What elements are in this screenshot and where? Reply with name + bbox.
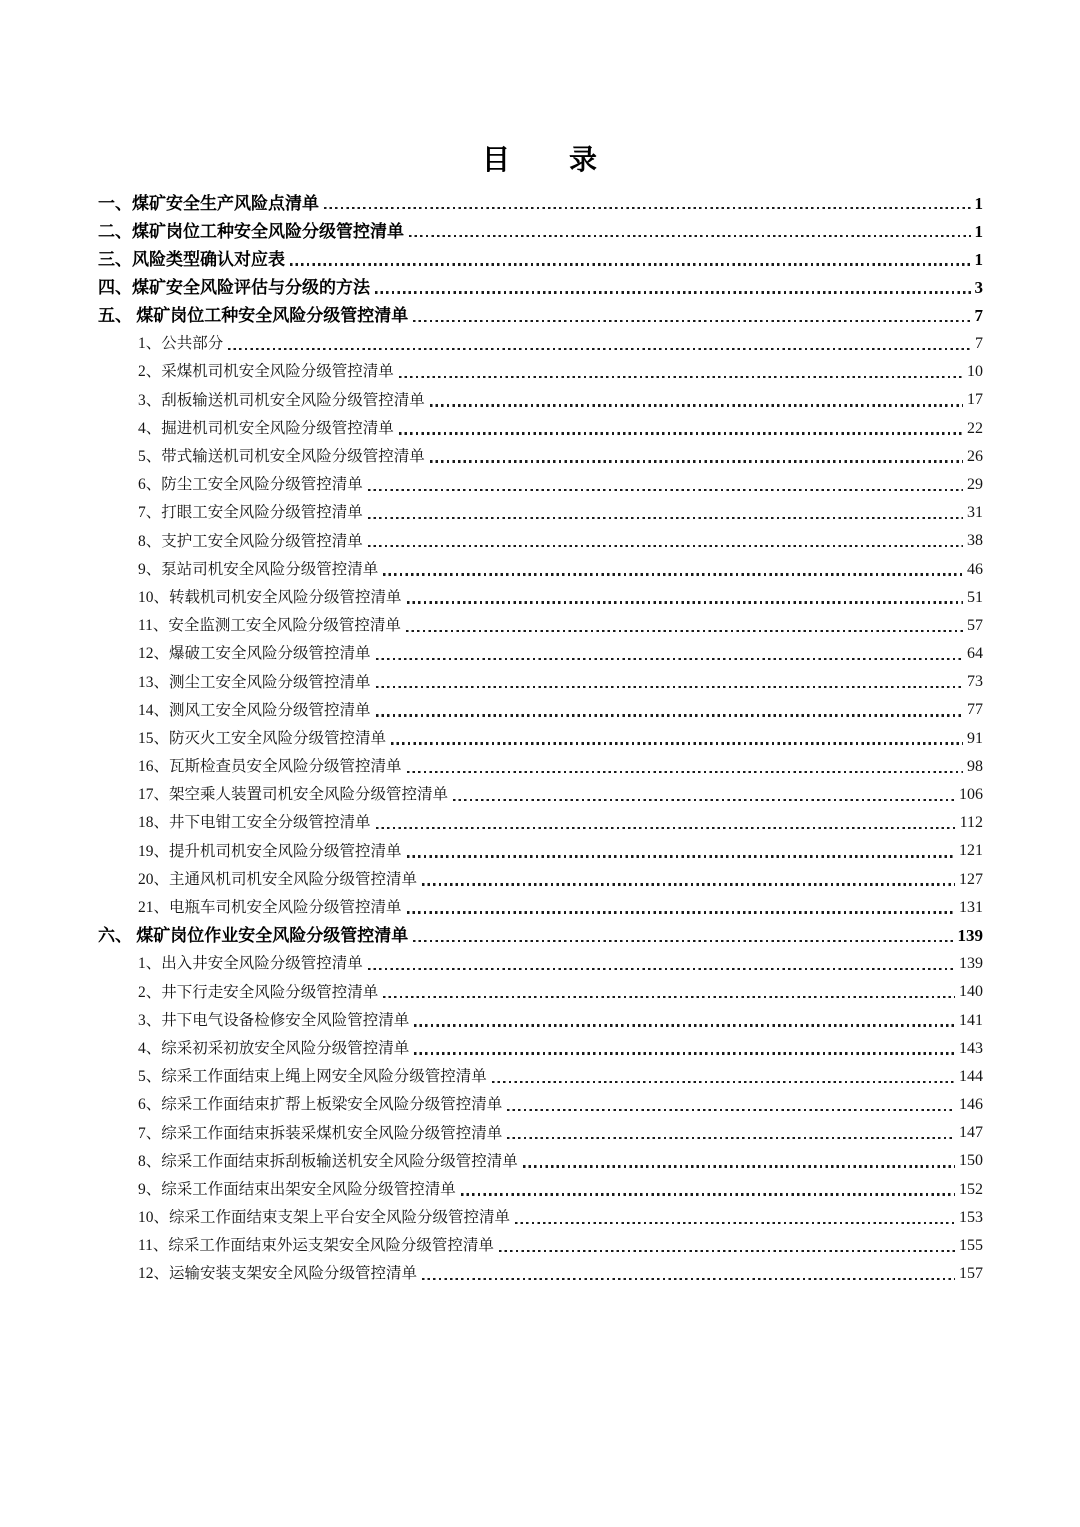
toc-leader-dots bbox=[422, 883, 955, 885]
toc-leader-dots bbox=[375, 291, 971, 293]
toc-entry-text: 2、采煤机司机安全风险分级管控清单 bbox=[138, 363, 394, 381]
toc-leader-dots bbox=[376, 686, 963, 688]
toc-leader-dots bbox=[368, 545, 963, 547]
toc-entry bbox=[98, 1232, 983, 1260]
toc-leader-dots bbox=[492, 1081, 955, 1083]
toc-entry-page: 140 bbox=[959, 983, 983, 1001]
toc-entry-text: 一、煤矿安全生产风险点清单 bbox=[98, 193, 319, 213]
toc-entry bbox=[98, 781, 983, 809]
toc-entry bbox=[98, 471, 983, 499]
toc-entry bbox=[98, 415, 983, 443]
toc-entry bbox=[98, 1035, 983, 1063]
toc-leader-dots bbox=[399, 376, 963, 378]
toc-entry bbox=[98, 1260, 983, 1288]
toc-leader-dots bbox=[453, 799, 955, 801]
toc-entry bbox=[98, 443, 983, 471]
toc-entry-text: 14、测风工安全风险分级管控清单 bbox=[138, 701, 371, 719]
toc-leader-dots bbox=[228, 348, 971, 350]
toc-leader-dots bbox=[413, 940, 953, 942]
toc-entry-text: 四、煤矿安全风险评估与分级的方法 bbox=[98, 278, 370, 298]
toc-entry bbox=[98, 189, 983, 217]
toc-entry bbox=[98, 866, 983, 894]
toc-entry-text: 5、带式输送机司机安全风险分级管控清单 bbox=[138, 448, 425, 466]
page-title: 目 录 bbox=[481, 145, 598, 176]
toc-entry-text: 19、提升机司机安全风险分级管控清单 bbox=[138, 842, 402, 860]
toc-entry-text: 6、综采工作面结束扩帮上板梁安全风险分级管控清单 bbox=[138, 1096, 503, 1114]
toc-leader-dots bbox=[414, 1052, 955, 1054]
toc-leader-dots bbox=[391, 742, 963, 744]
toc-entry-page: 7 bbox=[975, 335, 983, 353]
toc-entry bbox=[98, 1091, 983, 1119]
toc-entry-page: 139 bbox=[959, 955, 983, 973]
toc-entry-page: 29 bbox=[967, 475, 983, 493]
toc-entry-text: 20、主通风机司机安全风险分级管控清单 bbox=[138, 870, 418, 888]
toc-entry bbox=[98, 358, 983, 386]
toc-entry bbox=[98, 386, 983, 414]
toc-entry-text: 3、井下电气设备检修安全风险管控清单 bbox=[138, 1011, 410, 1029]
toc-entry-page: 38 bbox=[967, 532, 983, 550]
toc-entry-text: 六、 煤矿岗位作业安全风险分级管控清单 bbox=[98, 926, 409, 946]
toc-leader-dots bbox=[407, 911, 955, 913]
toc-entry-text: 10、综采工作面结束支架上平台安全风险分级管控清单 bbox=[138, 1209, 511, 1227]
toc-entry bbox=[98, 837, 983, 865]
toc-leader-dots bbox=[399, 432, 963, 434]
toc-entry-text: 21、电瓶车司机安全风险分级管控清单 bbox=[138, 899, 402, 917]
toc-entry-page: 153 bbox=[959, 1208, 983, 1226]
toc-leader-dots bbox=[376, 658, 963, 660]
toc-leader-dots bbox=[407, 601, 963, 603]
toc-entry-text: 11、综采工作面结束外运支架安全风险分级管控清单 bbox=[138, 1237, 494, 1255]
toc-entry-text: 11、安全监测工安全风险分级管控清单 bbox=[138, 617, 401, 635]
toc-entry-page: 46 bbox=[967, 560, 983, 578]
toc-entry-page: 1 bbox=[974, 193, 983, 213]
toc-entry-page: 127 bbox=[959, 870, 983, 888]
toc-leader-dots bbox=[499, 1250, 955, 1252]
toc-entry-page: 91 bbox=[967, 729, 983, 747]
toc-entry-page: 146 bbox=[959, 1096, 983, 1114]
toc-entry-page: 131 bbox=[959, 898, 983, 916]
toc-entry bbox=[98, 527, 983, 555]
toc-entry bbox=[98, 809, 983, 837]
toc-entry-page: 22 bbox=[967, 419, 983, 437]
toc-leader-dots bbox=[290, 263, 971, 265]
toc-entry-text: 5、综采工作面结束上绳上网安全风险分级管控清单 bbox=[138, 1068, 487, 1086]
toc-leader-dots bbox=[414, 1024, 955, 1026]
toc-leader-dots bbox=[407, 855, 955, 857]
toc-entry-page: 141 bbox=[959, 1011, 983, 1029]
toc-leader-dots bbox=[430, 460, 963, 462]
toc-entry-text: 9、泵站司机安全风险分级管控清单 bbox=[138, 560, 379, 578]
toc-leader-dots bbox=[368, 968, 955, 970]
toc-entry bbox=[98, 555, 983, 583]
toc-entry bbox=[98, 330, 983, 358]
toc-entry-text: 三、风险类型确认对应表 bbox=[98, 249, 285, 269]
toc-entry-page: 157 bbox=[959, 1265, 983, 1283]
toc-entry bbox=[98, 668, 983, 696]
toc-entry bbox=[98, 696, 983, 724]
toc-leader-dots bbox=[461, 1193, 955, 1195]
toc-entry-page: 152 bbox=[959, 1180, 983, 1198]
toc-entry bbox=[98, 1119, 983, 1147]
toc-entry-text: 9、综采工作面结束出架安全风险分级管控清单 bbox=[138, 1180, 456, 1198]
toc-leader-dots bbox=[507, 1109, 955, 1111]
toc-entry bbox=[98, 1176, 983, 1204]
toc-entry-text: 8、支护工安全风险分级管控清单 bbox=[138, 532, 363, 550]
toc-entry-text: 15、防灭火工安全风险分级管控清单 bbox=[138, 729, 387, 747]
toc-entry-page: 98 bbox=[967, 757, 983, 775]
toc-leader-dots bbox=[430, 404, 963, 406]
toc-entry-page: 31 bbox=[967, 504, 983, 522]
toc-leader-dots bbox=[383, 573, 963, 575]
toc-entry-text: 4、掘进机司机安全风险分级管控清单 bbox=[138, 419, 394, 437]
toc-entry-page: 155 bbox=[959, 1237, 983, 1255]
toc-list bbox=[98, 189, 983, 1288]
toc-entry bbox=[98, 753, 983, 781]
toc-entry-text: 7、综采工作面结束拆装采煤机安全风险分级管控清单 bbox=[138, 1124, 503, 1142]
toc-entry-page: 144 bbox=[959, 1067, 983, 1085]
toc-entry bbox=[98, 1063, 983, 1091]
toc-entry-page: 51 bbox=[967, 588, 983, 606]
toc-entry-page: 143 bbox=[959, 1039, 983, 1057]
toc-leader-dots bbox=[376, 714, 963, 716]
toc-entry-page: 139 bbox=[957, 926, 983, 946]
toc-entry-text: 2、井下行走安全风险分级管控清单 bbox=[138, 983, 379, 1001]
toc-entry-text: 1、公共部分 bbox=[138, 335, 224, 353]
toc-entry-page: 1 bbox=[974, 221, 983, 241]
toc-entry-page: 10 bbox=[967, 363, 983, 381]
toc-leader-dots bbox=[507, 1137, 955, 1139]
toc-entry-text: 12、运输安装支架安全风险分级管控清单 bbox=[138, 1265, 418, 1283]
toc-leader-dots bbox=[406, 630, 963, 632]
toc-entry-page: 147 bbox=[959, 1124, 983, 1142]
toc-entry-page: 3 bbox=[974, 278, 983, 298]
toc-entry bbox=[98, 894, 983, 922]
toc-leader-dots bbox=[409, 235, 971, 237]
toc-entry-text: 13、测尘工安全风险分级管控清单 bbox=[138, 673, 371, 691]
toc-leader-dots bbox=[368, 517, 963, 519]
toc-entry bbox=[98, 922, 983, 950]
toc-entry-page: 77 bbox=[967, 701, 983, 719]
toc-leader-dots bbox=[523, 1165, 955, 1167]
toc-entry-text: 6、防尘工安全风险分级管控清单 bbox=[138, 476, 363, 494]
toc-entry-text: 18、井下电钳工安全分级管控清单 bbox=[138, 814, 371, 832]
toc-leader-dots bbox=[515, 1222, 955, 1224]
toc-entry bbox=[98, 1006, 983, 1034]
toc-leader-dots bbox=[376, 827, 956, 829]
toc-entry-text: 1、出入井安全风险分级管控清单 bbox=[138, 955, 363, 973]
toc-entry bbox=[98, 978, 983, 1006]
toc-entry-page: 57 bbox=[967, 616, 983, 634]
toc-entry-page: 26 bbox=[967, 447, 983, 465]
toc-entry bbox=[98, 245, 983, 273]
toc-entry-page: 150 bbox=[959, 1152, 983, 1170]
toc-entry-text: 17、架空乘人装置司机安全风险分级管控清单 bbox=[138, 786, 449, 804]
toc-entry bbox=[98, 725, 983, 753]
toc-entry-text: 3、刮板输送机司机安全风险分级管控清单 bbox=[138, 391, 425, 409]
toc-entry-text: 10、转载机司机安全风险分级管控清单 bbox=[138, 588, 402, 606]
toc-entry bbox=[98, 1147, 983, 1175]
toc-entry-text: 五、 煤矿岗位工种安全风险分级管控清单 bbox=[98, 306, 409, 326]
toc-entry-page: 112 bbox=[959, 814, 983, 832]
toc-entry bbox=[98, 612, 983, 640]
toc-leader-dots bbox=[383, 996, 955, 998]
toc-leader-dots bbox=[407, 771, 963, 773]
toc-entry-text: 7、打眼工安全风险分级管控清单 bbox=[138, 504, 363, 522]
toc-entry bbox=[98, 217, 983, 245]
toc-leader-dots bbox=[368, 489, 963, 491]
toc-entry bbox=[98, 1204, 983, 1232]
toc-entry bbox=[98, 584, 983, 612]
toc-entry bbox=[98, 274, 983, 302]
toc-entry-page: 121 bbox=[959, 842, 983, 860]
toc-entry-page: 17 bbox=[967, 391, 983, 409]
toc-entry-text: 12、爆破工安全风险分级管控清单 bbox=[138, 645, 371, 663]
toc-leader-dots bbox=[413, 320, 970, 322]
toc-leader-dots bbox=[422, 1278, 955, 1280]
toc-entry-text: 4、综采初采初放安全风险分级管控清单 bbox=[138, 1039, 410, 1057]
toc-entry-page: 73 bbox=[967, 673, 983, 691]
toc-entry bbox=[98, 499, 983, 527]
toc-entry-page: 7 bbox=[974, 306, 983, 326]
toc-entry-page: 106 bbox=[959, 786, 983, 804]
toc-entry-page: 64 bbox=[967, 645, 983, 663]
toc-entry bbox=[98, 950, 983, 978]
toc-entry-text: 16、瓦斯检查员安全风险分级管控清单 bbox=[138, 758, 402, 776]
toc-entry bbox=[98, 640, 983, 668]
toc-entry-text: 8、综采工作面结束拆刮板输送机安全风险分级管控清单 bbox=[138, 1152, 518, 1170]
toc-entry-page: 1 bbox=[974, 249, 983, 269]
toc-entry bbox=[98, 302, 983, 330]
toc-leader-dots bbox=[324, 207, 971, 209]
toc-entry-text: 二、煤矿岗位工种安全风险分级管控清单 bbox=[98, 221, 404, 241]
